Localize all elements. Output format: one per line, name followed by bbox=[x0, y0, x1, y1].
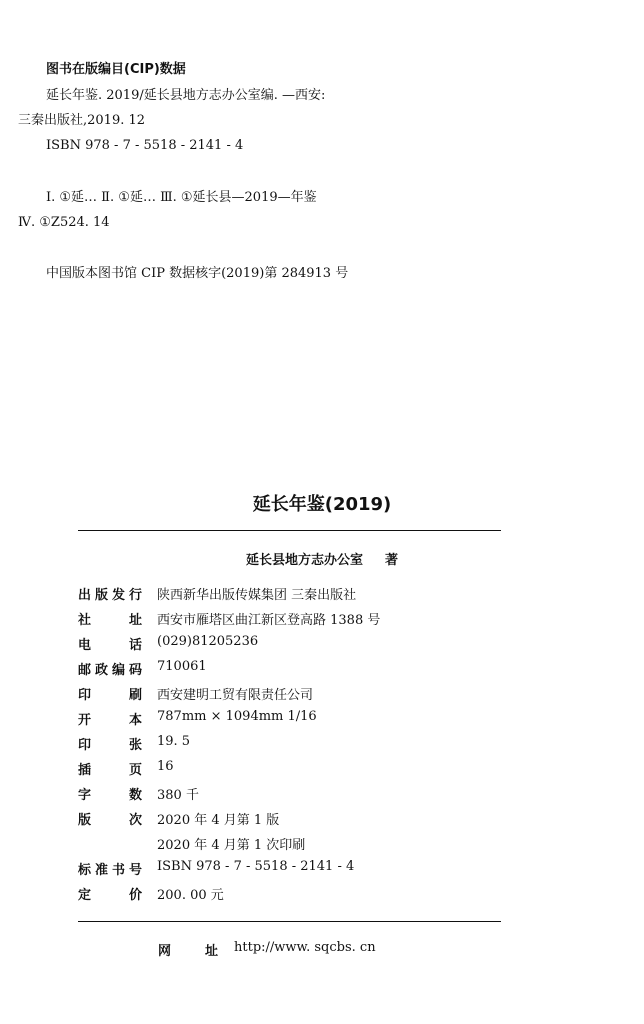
cip-classification-code: Ⅳ. ①Z524. 14 bbox=[18, 215, 110, 230]
author-role: 著 bbox=[385, 553, 399, 568]
cip-classification-line: Ⅰ. ①延… Ⅱ. ①延… Ⅲ. ①延长县—2019—年鉴 bbox=[46, 190, 317, 205]
info-value: 2020 年 4 月第 1 次印刷 bbox=[157, 838, 306, 853]
website-url[interactable]: http://www. sqcbs. cn bbox=[234, 940, 376, 955]
info-value: 陕西新华出版传媒集团 三秦出版社 bbox=[157, 588, 357, 603]
info-label: 标 准 书 号 bbox=[78, 863, 142, 878]
info-label: 印 张 bbox=[78, 738, 142, 753]
book-title: 延长年鉴(2019) bbox=[252, 494, 392, 515]
info-label: 定 价 bbox=[78, 888, 142, 903]
info-value: 710061 bbox=[157, 659, 207, 674]
info-value: 380 千 bbox=[157, 788, 199, 803]
info-label: 邮 政 编 码 bbox=[78, 663, 142, 678]
info-label: 电 话 bbox=[78, 638, 142, 653]
info-value: 200. 00 元 bbox=[157, 888, 224, 903]
info-value: 西安市雁塔区曲江新区登高路 1388 号 bbox=[157, 613, 381, 628]
author-name: 延长县地方志办公室 bbox=[245, 553, 363, 568]
cip-number: 中国版本图书馆 CIP 数据核字(2019)第 284913 号 bbox=[46, 266, 349, 281]
cip-publisher-line: 三秦出版社,2019. 12 bbox=[18, 113, 146, 128]
info-value: 西安建明工贸有限责任公司 bbox=[157, 688, 314, 703]
website-label: 网 址 bbox=[158, 944, 218, 959]
cip-isbn: ISBN 978 - 7 - 5518 - 2141 - 4 bbox=[46, 138, 244, 153]
info-value: 787mm × 1094mm 1/16 bbox=[157, 709, 317, 724]
cip-title-line: 延长年鉴. 2019/延长县地方志办公室编. —西安: bbox=[46, 88, 326, 103]
info-value: 16 bbox=[157, 759, 174, 774]
info-label: 插 页 bbox=[78, 763, 142, 778]
info-label: 社 址 bbox=[78, 613, 142, 628]
info-value: ISBN 978 - 7 - 5518 - 2141 - 4 bbox=[157, 859, 355, 874]
info-value: 2020 年 4 月第 1 版 bbox=[157, 813, 280, 828]
info-label: 出 版 发 行 bbox=[78, 588, 142, 603]
info-label: 字 数 bbox=[78, 788, 142, 803]
top-rule bbox=[78, 530, 501, 531]
bottom-rule bbox=[78, 921, 501, 922]
info-label: 开 本 bbox=[78, 713, 142, 728]
info-value: 19. 5 bbox=[157, 734, 191, 749]
info-label: 版 次 bbox=[78, 813, 142, 828]
info-value: (029)81205236 bbox=[157, 634, 259, 649]
cip-heading: 图书在版编目(CIP)数据 bbox=[46, 62, 186, 77]
info-label: 印 刷 bbox=[78, 688, 142, 703]
author-line bbox=[0, 549, 644, 568]
